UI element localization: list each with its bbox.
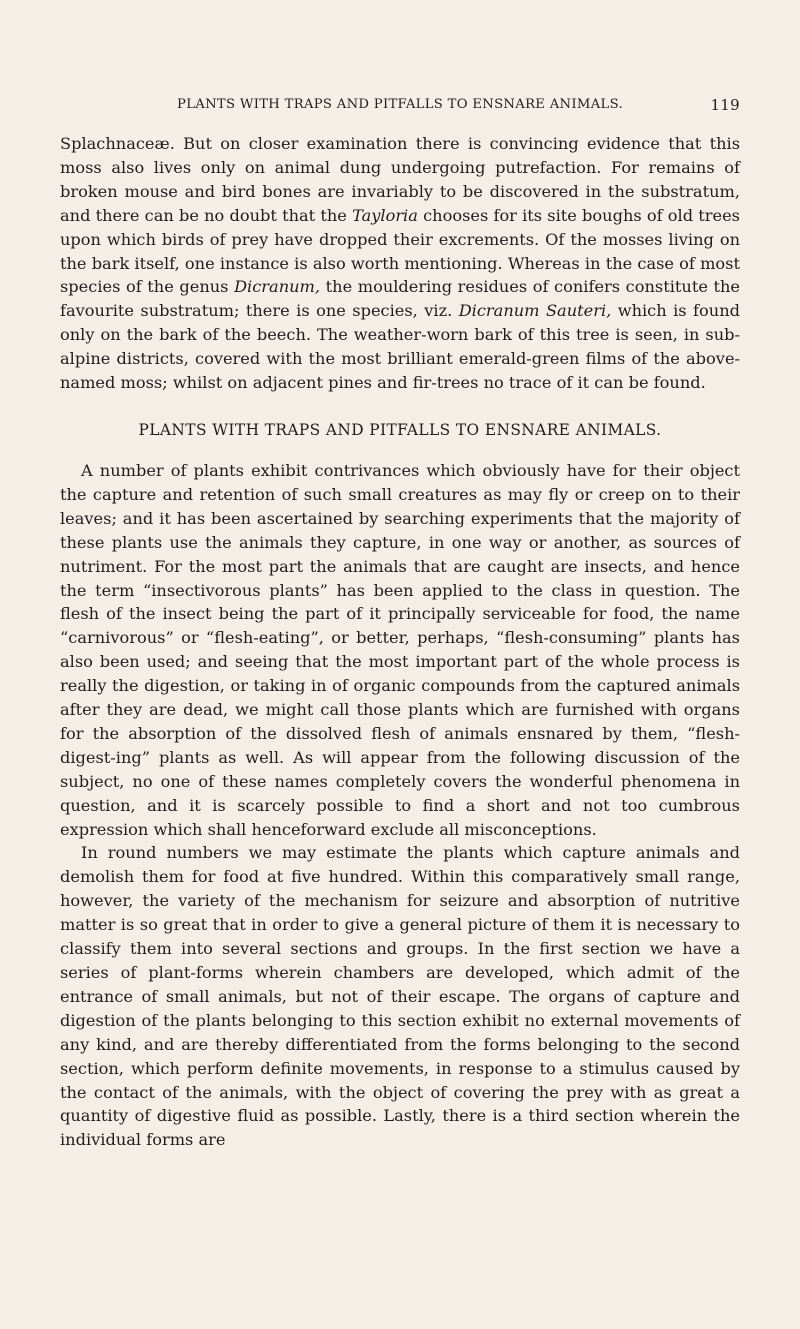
body-paragraph-2: In round numbers we may estimate the plants which capture animals and demolish them for food at five hundred. Within this comparatively small range, however, the variety of the mechanism for seizure and absorption of nutritive matter is so great that in order to give a general picture of them it is necessary to classify them into several sections and groups. In the first section we have a series of plant-forms wherein chambers are developed, which admit of the entrance of small animals, but not of their escape. The organs of capture and digestion of the plants belonging to this section exhibit no external movements of any kind, and are thereby differentiated from the forms belonging to the second section, which perform definite movements, in response to a stimulus caused by the contact of the animals, with the object of covering the prey with as great a quantity of digestive fluid as possible. Lastly, there is a third section wherein the individual forms are	[60, 843, 740, 1150]
intro-text-4: which is found only on the bark of the beech. The weather-worn bark of this tree is seen, in sub-alpine districts, covered with the most brilliant emerald-green films of the above-named moss; whilst on adjacent pines and fir-trees no trace of it can be found.	[60, 301, 741, 393]
taxon-dicranum: Dicranum,	[234, 277, 321, 297]
running-title: PLANTS WITH TRAPS AND PITFALLS TO ENSNARE ANIMALS.	[177, 97, 623, 112]
taxon-dicranum-sauteri: Dicranum Sauteri,	[458, 301, 612, 321]
intro-text-2: chooses for its site boughs of old trees upon which birds of prey have dropped their excrements. Of the mosses living on the bark itself, one instance is also worth mentioning. Whereas in the case of most species of the genus	[60, 205, 740, 297]
section-heading: PLANTS WITH TRAPS AND PITFALLS TO ENSNARE ANIMALS.	[138, 420, 662, 439]
running-head	[60, 97, 740, 121]
intro-paragraph	[60, 132, 740, 395]
intro-text-3: the mouldering residues of conifers constitute the favourite substratum; there is one species, viz.	[60, 277, 740, 321]
body-paragraph-1: A number of plants exhibit contrivances which obviously have for their object the capture and retention of such small creatures as may fly or creep on to their leaves; and it has been ascertained by searching experiments that the majority of these plants use the animals they capture, in one way or another, as sources of nutriment. For the most part the animals that are caught are insects, and hence the term “insectivorous plants” has been applied to the class in question. The flesh of the insect being the part of it principally serviceable for food, the name “carnivorous” or “flesh-eating”, or better, perhaps, “flesh-consuming” plants has also been used; and seeing that the most important part of the whole process is really the digestion, or taking in of organic compounds from the captured animals after they are dead, we might call those plants which are furnished with organs for the absorption of the dissolved flesh of animals ensnared by them, “flesh-digest-ing” plants as well. As will appear from the following discussion of the subject, no one of these names completely covers the wonderful phenomena in question, and it is scarcely possible to find a short and not too cumbrous expression which shall henceforward exclude all misconceptions.	[60, 460, 740, 839]
page-number: 119	[710, 96, 740, 114]
intro-text-1: Splachnaceæ. But on closer examination there is convincing evidence that this moss also lives only on animal dung undergoing putrefaction. For remains of broken mouse and bird bones are invariably to be discovered in the substratum, and there can be no doubt that the	[60, 134, 740, 225]
taxon-tayloria: Tayloria	[352, 205, 418, 225]
book-page	[60, 0, 740, 1152]
